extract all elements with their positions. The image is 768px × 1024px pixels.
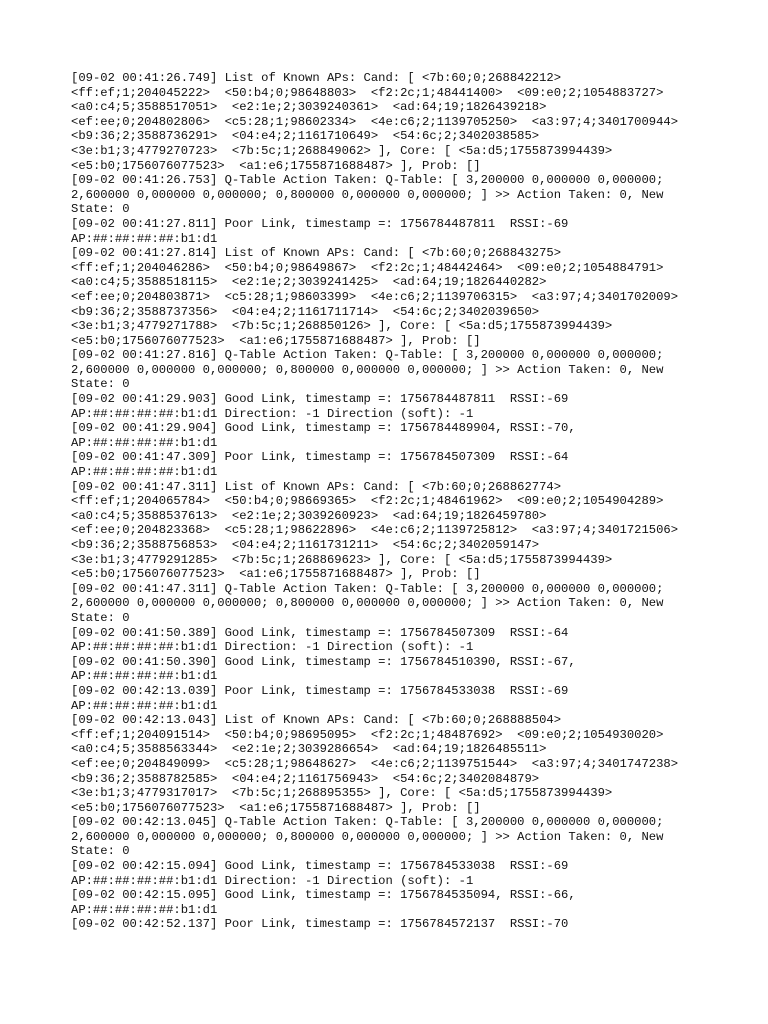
- log-line: [09-02 00:41:47.309] Poor Link, timestamp =: 1756784507309 RSSI:-64: [71, 450, 569, 465]
- log-line: 2,600000 0,000000 0,000000; 0,800000 0,000000 0,000000; ] >> Action Taken: 0, New: [71, 187, 664, 202]
- log-line: [09-02 00:41:27.811] Poor Link, timestamp =: 1756784487811 RSSI:-69: [71, 216, 569, 231]
- log-line: <ef:ee;0;204849099> <c5:28;1;98648627> <4e:c6;2;1139751544> <a3:97;4;3401747238>: [71, 756, 679, 771]
- log-line: [09-02 00:42:15.095] Good Link, timestamp =: 1756784535094, RSSI:-66,: [71, 888, 576, 903]
- log-line: [09-02 00:41:27.814] List of Known APs: Cand: [ <7b:60;0;268843275>: [71, 246, 562, 261]
- log-line: <ef:ee;0;204823368> <c5:28;1;98622896> <4e:c6;2;1139725812> <a3:97;4;3401721506>: [71, 523, 679, 538]
- log-line: <ff:ef;1;204091514> <50:b4;0;98695095> <f2:2c;1;48487692> <09:e0;2;1054930020>: [71, 727, 664, 742]
- log-line: AP:##:##:##:##:b1:d1: [71, 465, 218, 480]
- log-line: [09-02 00:42:13.039] Poor Link, timestamp =: 1756784533038 RSSI:-69: [71, 683, 569, 698]
- log-line: [09-02 00:41:50.390] Good Link, timestamp =: 1756784510390, RSSI:-67,: [71, 654, 576, 669]
- log-line: [09-02 00:41:26.753] Q-Table Action Taken: Q-Table: [ 3,200000 0,000000 0,000000;: [71, 173, 664, 188]
- log-line: [09-02 00:41:26.749] List of Known APs: Cand: [ <7b:60;0;268842212>: [71, 71, 562, 85]
- log-line: AP:##:##:##:##:b1:d1: [71, 231, 218, 246]
- log-line: [09-02 00:41:50.389] Good Link, timestamp =: 1756784507309 RSSI:-64: [71, 625, 569, 640]
- log-line: [09-02 00:41:47.311] List of Known APs: Cand: [ <7b:60;0;268862774>: [71, 479, 562, 494]
- log-line: [09-02 00:41:47.311] Q-Table Action Taken: Q-Table: [ 3,200000 0,000000 0,000000;: [71, 581, 664, 596]
- log-line: AP:##:##:##:##:b1:d1: [71, 435, 218, 450]
- log-line: <ef:ee;0;204802806> <c5:28;1;98602334> <4e:c6;2;1139705250> <a3:97;4;3401700944>: [71, 114, 679, 129]
- log-line: <a0:c4;5;3588518115> <e2:1e;2;3039241425> <ad:64;19;1826440282>: [71, 275, 547, 290]
- log-line: [09-02 00:41:29.904] Good Link, timestamp =: 1756784489904, RSSI:-70,: [71, 421, 576, 436]
- log-line: <a0:c4;5;3588537613> <e2:1e;2;3039260923> <ad:64;19;1826459780>: [71, 508, 547, 523]
- log-line: State: 0: [71, 844, 130, 859]
- log-line: AP:##:##:##:##:b1:d1: [71, 669, 218, 684]
- log-line: [09-02 00:42:13.045] Q-Table Action Taken: Q-Table: [ 3,200000 0,000000 0,000000;: [71, 815, 664, 830]
- log-line: <a0:c4;5;3588563344> <e2:1e;2;3039286654> <ad:64;19;1826485511>: [71, 742, 547, 757]
- log-line: AP:##:##:##:##:b1:d1 Direction: -1 Direction (soft): -1: [71, 873, 474, 888]
- log-line: <ff:ef;1;204046286> <50:b4;0;98649867> <f2:2c;1;48442464> <09:e0;2;1054884791>: [71, 260, 664, 275]
- log-line: State: 0: [71, 610, 130, 625]
- log-line: 2,600000 0,000000 0,000000; 0,800000 0,000000 0,000000; ] >> Action Taken: 0, New: [71, 829, 664, 844]
- log-line: <3e:b1;3;4779291285> <7b:5c;1;268869623> ], Core: [ <5a:d5;1755873994439>: [71, 552, 613, 567]
- log-line: <b9:36;2;3588737356> <04:e4;2;1161711714> <54:6c;2;3402039650>: [71, 304, 540, 319]
- log-line: <ef:ee;0;204803871> <c5:28;1;98603399> <4e:c6;2;1139706315> <a3:97;4;3401702009>: [71, 289, 679, 304]
- log-line: <e5:b0;1756076077523> <a1:e6;1755871688487> ], Prob: []: [71, 158, 481, 173]
- log-line: [09-02 00:41:27.816] Q-Table Action Taken: Q-Table: [ 3,200000 0,000000 0,000000;: [71, 348, 664, 363]
- log-line: AP:##:##:##:##:b1:d1: [71, 902, 218, 917]
- log-line: <3e:b1;3;4779271788> <7b:5c;1;268850126> ], Core: [ <5a:d5;1755873994439>: [71, 319, 613, 334]
- log-line: [09-02 00:42:52.137] Poor Link, timestamp =: 1756784572137 RSSI:-70: [71, 917, 569, 932]
- log-line: <ff:ef;1;204045222> <50:b4;0;98648803> <f2:2c;1;48441400> <09:e0;2;1054883727>: [71, 85, 664, 100]
- log-line: [09-02 00:42:13.043] List of Known APs: Cand: [ <7b:60;0;268888504>: [71, 713, 562, 728]
- log-line: <e5:b0;1756076077523> <a1:e6;1755871688487> ], Prob: []: [71, 567, 481, 582]
- log-line: 2,600000 0,000000 0,000000; 0,800000 0,000000 0,000000; ] >> Action Taken: 0, New: [71, 362, 664, 377]
- log-line: AP:##:##:##:##:b1:d1: [71, 698, 218, 713]
- log-line: State: 0: [71, 377, 130, 392]
- log-line: <3e:b1;3;4779317017> <7b:5c;1;268895355> ], Core: [ <5a:d5;1755873994439>: [71, 786, 613, 801]
- log-line: 2,600000 0,000000 0,000000; 0,800000 0,000000 0,000000; ] >> Action Taken: 0, New: [71, 596, 664, 611]
- log-document: [71, 71, 701, 932]
- log-line: [09-02 00:42:15.094] Good Link, timestamp =: 1756784533038 RSSI:-69: [71, 859, 569, 874]
- log-line: <b9:36;2;3588782585> <04:e4;2;1161756943> <54:6c;2;3402084879>: [71, 771, 540, 786]
- log-line: <b9:36;2;3588736291> <04:e4;2;1161710649> <54:6c;2;3402038585>: [71, 129, 540, 144]
- log-line: <3e:b1;3;4779270723> <7b:5c;1;268849062> ], Core: [ <5a:d5;1755873994439>: [71, 143, 613, 158]
- log-line: <ff:ef;1;204065784> <50:b4;0;98669365> <f2:2c;1;48461962> <09:e0;2;1054904289>: [71, 494, 664, 509]
- log-line: [09-02 00:41:29.903] Good Link, timestamp =: 1756784487811 RSSI:-69: [71, 392, 569, 407]
- log-line: AP:##:##:##:##:b1:d1 Direction: -1 Direction (soft): -1: [71, 640, 474, 655]
- log-line: AP:##:##:##:##:b1:d1 Direction: -1 Direction (soft): -1: [71, 406, 474, 421]
- log-line: State: 0: [71, 202, 130, 217]
- log-line: <a0:c4;5;3588517051> <e2:1e;2;3039240361> <ad:64;19;1826439218>: [71, 100, 547, 115]
- log-line: <e5:b0;1756076077523> <a1:e6;1755871688487> ], Prob: []: [71, 333, 481, 348]
- log-line: <b9:36;2;3588756853> <04:e4;2;1161731211> <54:6c;2;3402059147>: [71, 538, 540, 552]
- log-line: <e5:b0;1756076077523> <a1:e6;1755871688487> ], Prob: []: [71, 800, 481, 815]
